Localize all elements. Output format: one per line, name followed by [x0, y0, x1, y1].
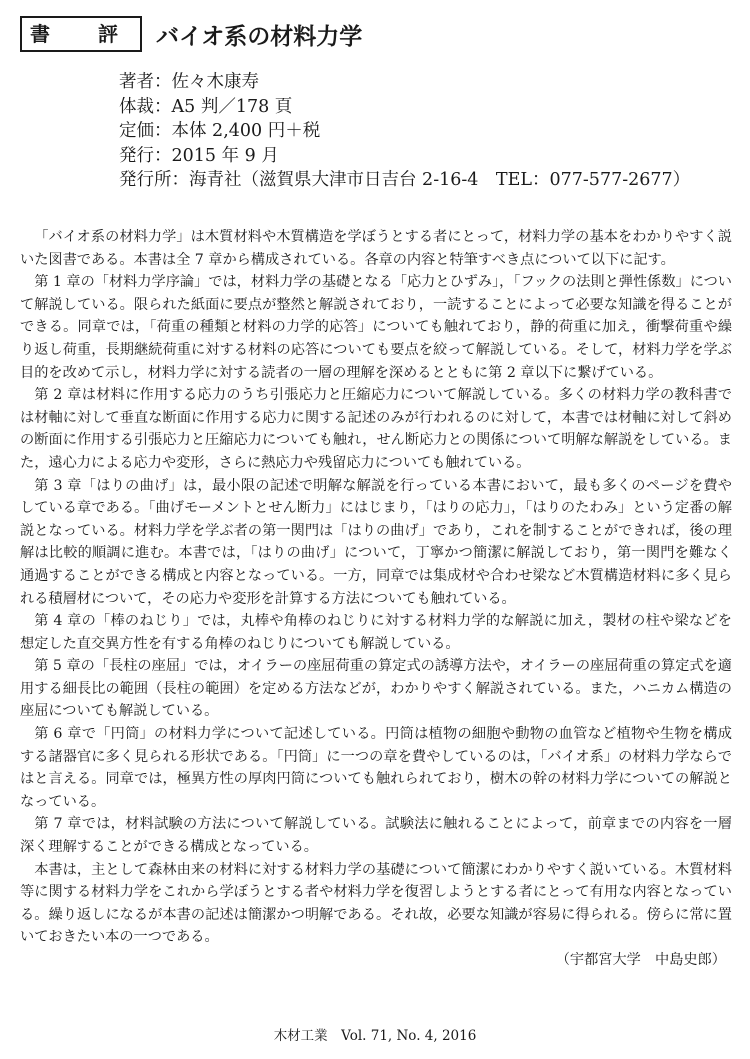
paragraph-chapter-4: 第 4 章の「棒のねじり」では，丸棒や角棒のねじりに対する材料力学的な解説に加え，製材の柱や梁などを想定した直交異方性を有する角棒のねじりについても解説している。	[20, 613, 732, 652]
book-title: バイオ系の材料力学	[156, 23, 363, 50]
paragraph-chapter-5: 第 5 章の「長柱の座屈」では，オイラーの座屈荷重の算定式の誘導方法や，オイラーの座屈荷重の算定式を適用する細長比の範囲（長柱の範囲）を定める方法などが，わかりやすく解説されている。また，ハニカム構造の座屈についても解説している。	[20, 658, 732, 720]
journal-footer: 木材工業 Vol. 71, No. 4, 2016	[273, 1028, 477, 1044]
section-label: 書 評	[20, 16, 142, 52]
reviewer-signature: （宇都宮大学 中島史郎）	[555, 952, 726, 968]
book-info	[119, 70, 690, 193]
paragraph-chapter-3: 第 3 章「はりの曲げ」は，最小限の記述で明解な解説を行っている本書において，最も多くのページを費やしている章である。「曲げモーメントとせん断力」にはじまり，「はりの応力」，「はりのたわみ」という定番の解説となっている。材料力学を学ぶ者の第一関門は「はりの曲げ」であり，これを制することができれば，後の理解は比較的順調に進む。本書では，「はりの曲げ」について，丁寧かつ簡潔に解説しており，第一関門を難なく通過することができる構成と内容となっている。一方，同章では集成材や合わせ梁など木質構造材料に多く見られる積層材について，その応力や変形を計算する方法についても触れている。	[20, 477, 732, 607]
paragraph-chapter-6: 第 6 章で「円筒」の材料力学について記述している。円筒は植物の細胞や動物の血管など植物や生物を構成する諸器官に多く見られる形状である。「円筒」に一つの章を費やしているのは，「バイオ系」の材料力学ならではと言える。同章では，極異方性の厚肉円筒についても触れられており，樹木の幹の材料力学についての解説となっている。	[20, 726, 732, 810]
paragraph-chapter-7: 第 7 章では，材料試験の方法について解説している。試験法に触れることによって，前章までの内容を一層深く理解することができる構成となっている。	[20, 816, 732, 856]
publisher-line: 発行所：海青社（滋賀県大津市日吉台 2-16-4 TEL：077-577-2677）	[119, 170, 691, 190]
paragraph-chapter-2: 第 2 章は材料に作用する応力のうち引張応力と圧縮応力について解説している。多くの材料力学の教科書では材軸に対して垂直な断面に作用する応力に関する記述のみが行われるのに対して，本書では材軸に対して斜めの断面に作用する引張応力と圧縮応力についても触れ，せん断応力との関係について明解な解説をしている。また，遠心力による応力や変形，さらに熱応力や残留応力についても触れている。	[20, 387, 732, 471]
review-body	[20, 226, 732, 972]
format-line: 体裁：A5 判／178 頁	[119, 96, 293, 117]
price-line: 定価：本体 2,400 円＋税	[119, 121, 321, 141]
paragraph-conclusion: 本書は，主として森林由来の材料に対する材料力学の基礎について簡潔にわかりやすく説いている。木質材料等に関する材料力学をこれから学ぼうとする者や材料力学を復習しようとする者にとって有用な内容となっている。繰り返しになるが本書の記述は簡潔かつ明解である。それ故，必要な知識が容易に得られる。傍らに常に置いておきたい本の一つである。	[20, 861, 732, 946]
published-line: 発行：2015 年 9 月	[119, 145, 279, 166]
author-line: 著者：佐々木康寿	[119, 72, 259, 92]
paragraph-chapter-1: 第 1 章の「材料力学序論」では，材料力学の基礎となる「応力とひずみ」，「フックの法則と弾性係数」について解説している。限られた紙面に要点が整然と解説されており，一読することによって必要な知識を得ることができる。同章では，「荷重の種類と材料の力学的応答」についても触れており，静的荷重に加え，衝撃荷重や繰り返し荷重，長期継続荷重に対する材料の応答についても要点を絞って解説している。そして，材料力学を学ぶ目的を改めて示し，材料力学に対する読者の一層の理解を深めるとともに第 2 章以下に繋げている。	[20, 274, 732, 381]
paragraph-intro: 「バイオ系の材料力学」は木質材料や木質構造を学ぼうとする者にとって，材料力学の基本をわかりやすく説いた図書である。本書は全 7 章から構成されている。各章の内容と特筆すべき点について以下に記す。	[20, 229, 732, 268]
review-header	[20, 16, 362, 52]
